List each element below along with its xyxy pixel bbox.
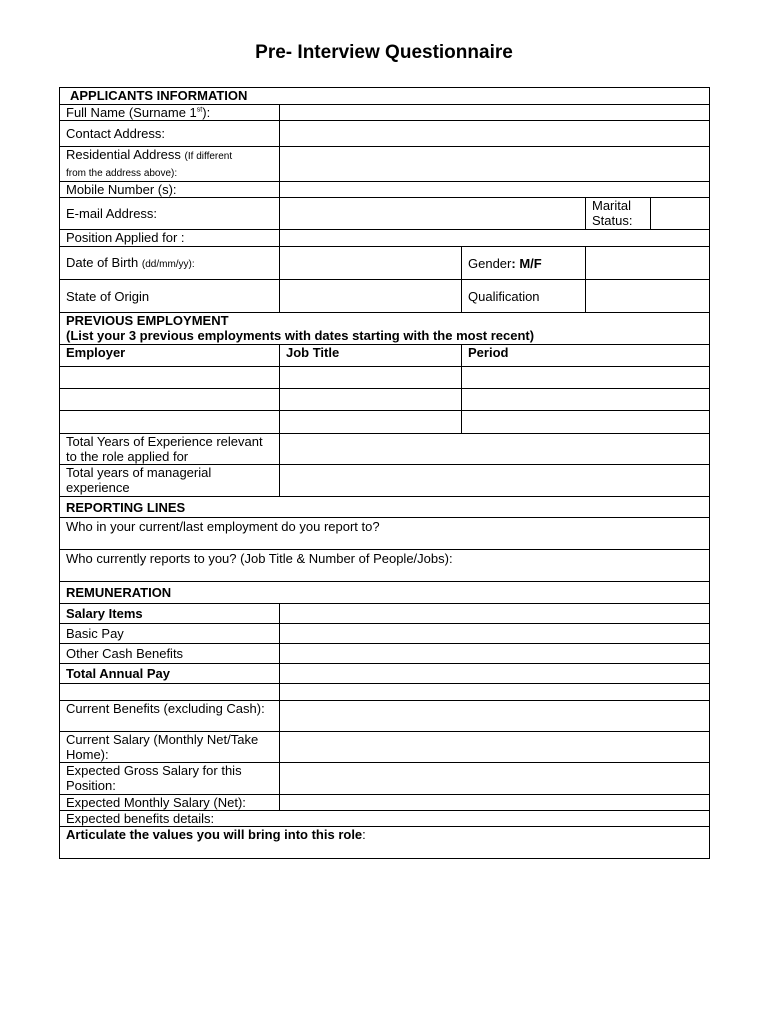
expected-gross-salary-field[interactable] [280,763,710,795]
state-of-origin-field[interactable] [280,280,462,313]
period-field[interactable] [462,389,710,411]
employer-column-header: Employer [60,345,280,367]
state-of-origin-label: State of Origin [60,280,280,313]
job-title-field[interactable] [280,367,462,389]
managerial-experience-label: Total years of managerial experience [60,465,280,497]
other-cash-benefits-field[interactable] [280,644,710,664]
basic-pay-label: Basic Pay [60,624,280,644]
other-cash-benefits-label: Other Cash Benefits [60,644,280,664]
full-name-label: Full Name (Surname 1st): [60,105,280,121]
contact-address-label: Contact Address: [60,121,280,147]
managerial-experience-field[interactable] [280,465,710,497]
applicants-heading: APPLICANTS INFORMATION [60,88,710,105]
total-annual-pay-label: Total Annual Pay [60,664,280,684]
dob-field[interactable] [280,247,462,280]
questionnaire-table [59,87,710,859]
reporting-lines-heading: REPORTING LINES [60,497,710,518]
expected-monthly-salary-label: Expected Monthly Salary (Net): [60,795,280,811]
qualification-label: Qualification [462,280,586,313]
marital-status-label: Marital Status: [586,198,651,230]
basic-pay-field[interactable] [280,624,710,644]
gender-field[interactable] [586,247,710,280]
employment-row [60,389,710,411]
period-field[interactable] [462,367,710,389]
job-title-field[interactable] [280,389,462,411]
employer-field[interactable] [60,411,280,434]
report-to-question[interactable]: Who in your current/last employment do you report to? [60,518,710,550]
salary-items-label: Salary Items [60,604,280,624]
employment-row [60,411,710,434]
salary-items-field[interactable] [280,604,710,624]
current-benefits-label: Current Benefits (excluding Cash): [60,701,280,732]
mobile-number-field[interactable] [280,182,710,198]
total-years-experience-field[interactable] [280,434,710,465]
blank-field[interactable] [280,684,710,701]
residential-address-field[interactable] [280,147,710,182]
residential-address-label: Residential Address (If different from the address above): [60,147,280,182]
period-field[interactable] [462,411,710,434]
current-salary-field[interactable] [280,732,710,763]
total-years-experience-label: Total Years of Experience relevant to the role applied for [60,434,280,465]
mobile-number-label: Mobile Number (s): [60,182,280,198]
qualification-field[interactable] [586,280,710,313]
employer-field[interactable] [60,389,280,411]
remuneration-heading: REMUNERATION [60,582,710,604]
blank-label-cell [60,684,280,701]
contact-address-field[interactable] [280,121,710,147]
gender-label: Gender: M/F [462,247,586,280]
current-benefits-field[interactable] [280,701,710,732]
reports-to-you-question[interactable]: Who currently reports to you? (Job Title & Number of People/Jobs): [60,550,710,582]
full-name-field[interactable] [280,105,710,121]
expected-benefits-field[interactable]: Expected benefits details: [60,811,710,827]
expected-gross-salary-label: Expected Gross Salary for this Position: [60,763,280,795]
email-label: E-mail Address: [60,198,280,230]
employer-field[interactable] [60,367,280,389]
previous-employment-heading: PREVIOUS EMPLOYMENT (List your 3 previous employments with dates starting with the most recent) [60,313,710,345]
total-annual-pay-field[interactable] [280,664,710,684]
position-label: Position Applied for : [60,230,280,247]
articulate-values-field[interactable]: Articulate the values you will bring into this role: [60,827,710,859]
employment-row [60,367,710,389]
position-field[interactable] [280,230,710,247]
job-title-column-header: Job Title [280,345,462,367]
marital-status-field[interactable] [651,198,710,230]
job-title-field[interactable] [280,411,462,434]
email-field[interactable] [280,198,586,230]
page-title: Pre- Interview Questionnaire [255,42,513,63]
dob-label: Date of Birth (dd/mm/yy): [60,247,280,280]
current-salary-label: Current Salary (Monthly Net/Take Home): [60,732,280,763]
period-column-header: Period [462,345,710,367]
expected-monthly-salary-field[interactable] [280,795,710,811]
